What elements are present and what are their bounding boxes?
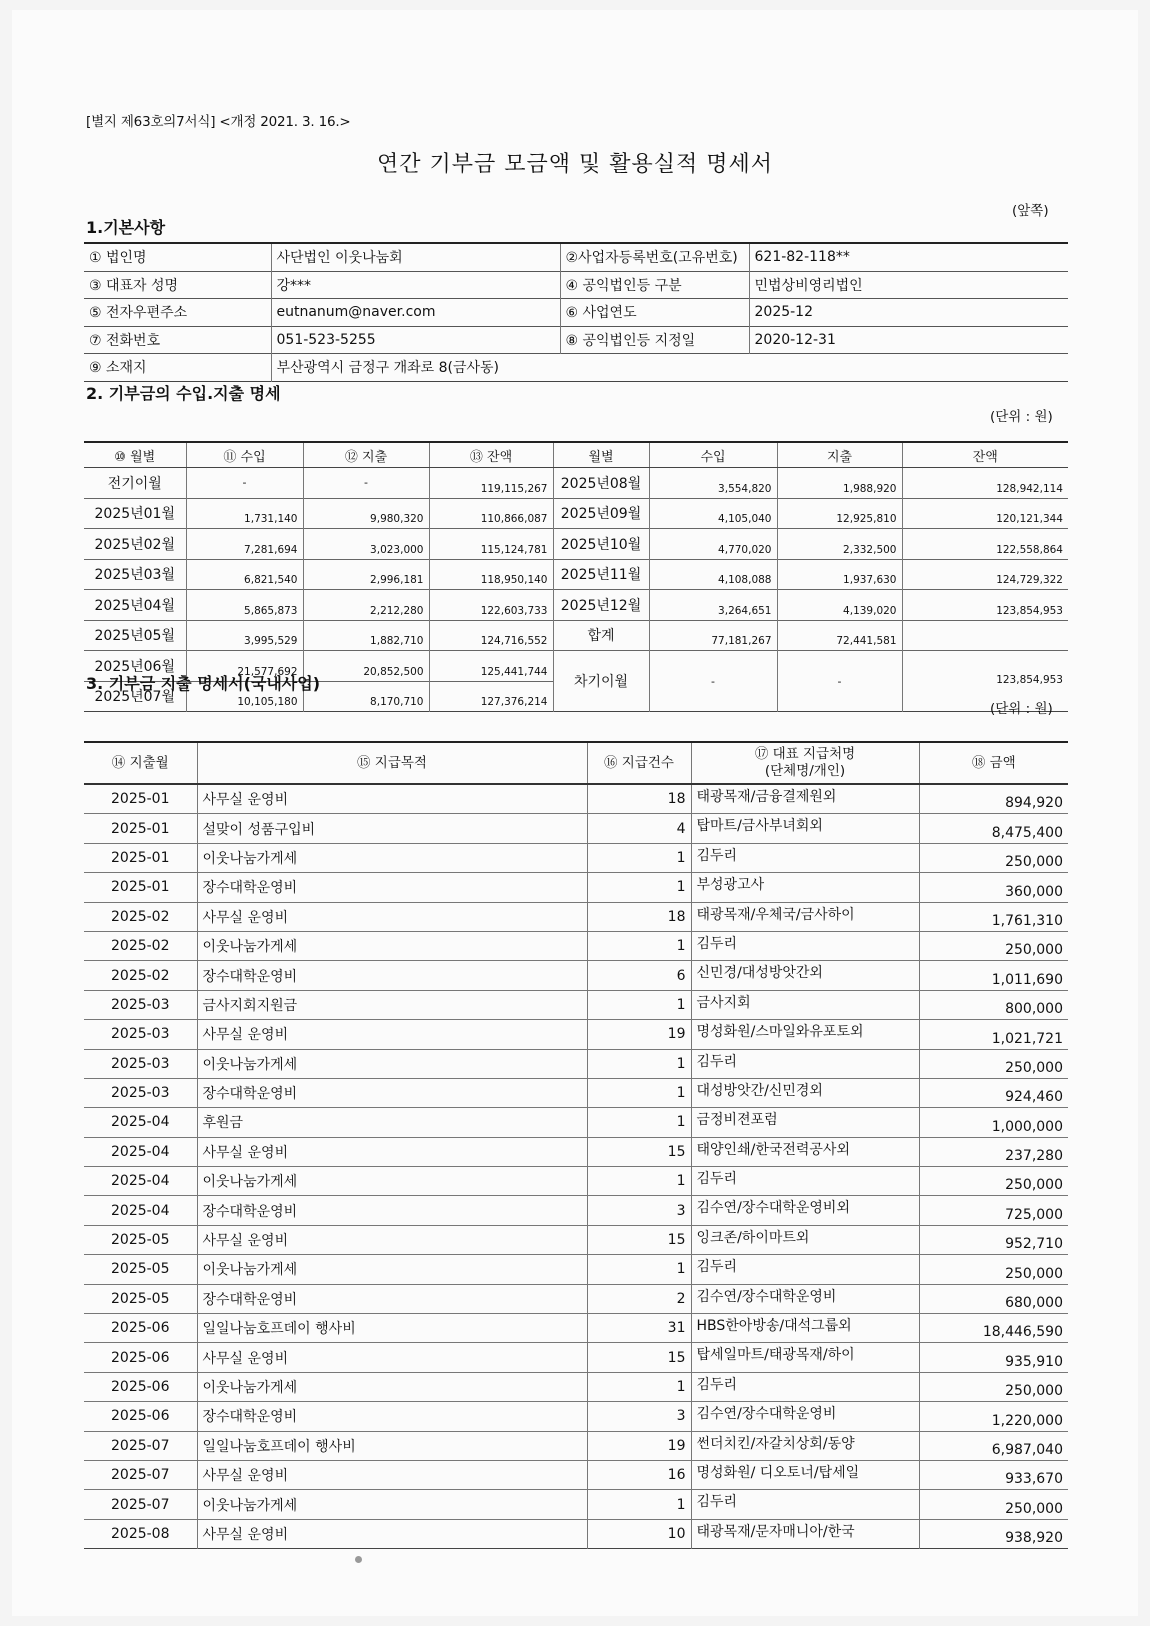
expenditure-row: [84, 1402, 1068, 1431]
expense-payee: 김두리: [691, 1490, 919, 1519]
expense-amount: 250,000: [919, 843, 1068, 872]
expenditure-row: [84, 1372, 1068, 1401]
income-header-7: 잔액: [902, 442, 1068, 468]
field-label: ⑤ 전자우편주소: [84, 299, 271, 327]
expenditure-row: [84, 1314, 1068, 1343]
expense-month: 2025-06: [84, 1314, 197, 1343]
expense-count: 1: [587, 1372, 691, 1401]
expenditure-row: [84, 1137, 1068, 1166]
header-purpose: ⑮ 지급목적: [197, 742, 587, 784]
header-payee: [691, 742, 919, 784]
expense-month: 2025-05: [84, 1225, 197, 1254]
expense-purpose: 일일나눔호프데이 행사비: [197, 1431, 587, 1460]
month-label: 2025년02월: [84, 529, 186, 560]
field-label: ⑥ 사업연도: [560, 299, 749, 327]
expense-amount: 250,000: [919, 1490, 1068, 1519]
balance-value: 122,603,733: [429, 590, 553, 621]
expense-month: 2025-01: [84, 873, 197, 902]
income-row: [84, 590, 1068, 621]
expense-amount: 1,021,721: [919, 1020, 1068, 1049]
expense-month: 2025-07: [84, 1431, 197, 1460]
expense-purpose: 이웃나눔가게세: [197, 931, 587, 960]
month-label: 2025년10월: [553, 529, 649, 560]
expense-count: 19: [587, 1431, 691, 1460]
field-value: 2020-12-31: [749, 326, 1068, 354]
expense-payee: 탑마트/금사부녀회외: [691, 814, 919, 843]
expense-purpose: 장수대학운영비: [197, 961, 587, 990]
month-label: 2025년09월: [553, 498, 649, 529]
month-label: 2025년11월: [553, 559, 649, 590]
expense-payee: 김수연/장수대학운영비: [691, 1402, 919, 1431]
expense-payee: 대성방앗간/신민경외: [691, 1078, 919, 1107]
income-header-5: 수입: [649, 442, 777, 468]
section2-unit: (단위 : 원): [990, 409, 1053, 425]
expense-count: 1: [587, 1255, 691, 1284]
expense-purpose: 이웃나눔가게세: [197, 1255, 587, 1284]
expense-month: 2025-08: [84, 1519, 197, 1548]
expense-month: 2025-03: [84, 1078, 197, 1107]
expense-month: 2025-02: [84, 961, 197, 990]
expense-purpose: 설맞이 성품구입비: [197, 814, 587, 843]
expense-count: 10: [587, 1519, 691, 1548]
carry-forward-expense: -: [777, 651, 902, 712]
expense-payee: 잉크존/하이마트외: [691, 1225, 919, 1254]
expense-value: 1,937,630: [777, 559, 902, 590]
expense-month: 2025-04: [84, 1167, 197, 1196]
expense-value: 12,925,810: [777, 498, 902, 529]
expense-count: 3: [587, 1196, 691, 1225]
balance-value: 110,866,087: [429, 498, 553, 529]
expenditure-row: [84, 1490, 1068, 1519]
expense-payee: 김두리: [691, 1049, 919, 1078]
expense-purpose: 장수대학운영비: [197, 1284, 587, 1313]
expense-purpose: 사무실 운영비: [197, 1137, 587, 1166]
expense-payee: 김수연/장수대학운영비외: [691, 1196, 919, 1225]
expense-payee: 금사지회: [691, 990, 919, 1019]
expense-amount: 938,920: [919, 1519, 1068, 1548]
expense-purpose: 장수대학운영비: [197, 1196, 587, 1225]
income-row: [84, 468, 1068, 499]
expense-month: 2025-07: [84, 1490, 197, 1519]
expenditure-row: [84, 1519, 1068, 1548]
expense-value: -: [303, 468, 429, 499]
expense-payee: 태광목재/금융결제원외: [691, 784, 919, 814]
expense-purpose: 장수대학운영비: [197, 873, 587, 902]
expenditure-row: [84, 1225, 1068, 1254]
field-label: ②사업자등록번호(고유번호): [560, 243, 749, 271]
expense-payee: 부성광고사: [691, 873, 919, 902]
expense-value: 3,023,000: [303, 529, 429, 560]
expense-month: 2025-06: [84, 1402, 197, 1431]
income-header-1: ⑪ 수입: [186, 442, 303, 468]
expense-purpose: 이웃나눔가게세: [197, 1049, 587, 1078]
month-label: 2025년08월: [553, 468, 649, 499]
expense-payee: 탑세일마트/태광목재/하이: [691, 1343, 919, 1372]
income-value: 5,865,873: [186, 590, 303, 621]
expense-amount: 800,000: [919, 990, 1068, 1019]
income-value: 10,105,180: [186, 681, 303, 712]
expense-payee: 김두리: [691, 1167, 919, 1196]
expense-count: 1: [587, 1490, 691, 1519]
expenditure-row: [84, 961, 1068, 990]
expense-amount: 250,000: [919, 1049, 1068, 1078]
balance-value: [902, 620, 1068, 651]
header-payee-line1: ⑰ 대표 지급처명: [754, 746, 856, 762]
expense-count: 16: [587, 1460, 691, 1489]
basic-info-row: [84, 271, 1068, 299]
income-row: [84, 498, 1068, 529]
expense-purpose: 사무실 운영비: [197, 1225, 587, 1254]
expense-count: 31: [587, 1314, 691, 1343]
expense-count: 1: [587, 1078, 691, 1107]
expenditure-row: [84, 1431, 1068, 1460]
expense-amount: 935,910: [919, 1343, 1068, 1372]
expense-month: 2025-02: [84, 902, 197, 931]
expenditure-row: [84, 873, 1068, 902]
section2-heading: 2. 기부금의 수입.지출 명세: [86, 384, 281, 403]
expense-month: 2025-05: [84, 1284, 197, 1313]
expense-payee: 김수연/장수대학운영비: [691, 1284, 919, 1313]
section3-heading: 3. 기부금 지출 명세서(국내사업): [86, 674, 321, 693]
expense-purpose: 사무실 운영비: [197, 902, 587, 931]
expense-count: 19: [587, 1020, 691, 1049]
expenditure-row: [84, 990, 1068, 1019]
expense-purpose: 장수대학운영비: [197, 1402, 587, 1431]
expense-amount: 952,710: [919, 1225, 1068, 1254]
expense-amount: 1,220,000: [919, 1402, 1068, 1431]
expense-month: 2025-01: [84, 843, 197, 872]
income-value: -: [186, 468, 303, 499]
expense-count: 18: [587, 902, 691, 931]
balance-value: 123,854,953: [902, 590, 1068, 621]
income-value: 3,995,529: [186, 620, 303, 651]
expense-payee: 태광목재/우체국/금사하이: [691, 902, 919, 931]
expense-payee: 금정비젼포럼: [691, 1108, 919, 1137]
expense-month: 2025-02: [84, 931, 197, 960]
expense-purpose: 사무실 운영비: [197, 1460, 587, 1489]
month-label: 2025년05월: [84, 620, 186, 651]
balance-value: 119,115,267: [429, 468, 553, 499]
scan-speck: [355, 1556, 362, 1563]
expense-amount: 924,460: [919, 1078, 1068, 1107]
income-value: 4,105,040: [649, 498, 777, 529]
balance-value: 120,121,344: [902, 498, 1068, 529]
expense-count: 1: [587, 931, 691, 960]
month-label: 전기이월: [84, 468, 186, 499]
field-value: 621-82-118**: [749, 243, 1068, 271]
expense-count: 2: [587, 1284, 691, 1313]
expense-month: 2025-06: [84, 1343, 197, 1372]
income-value: 7,281,694: [186, 529, 303, 560]
expenditure-row: [84, 843, 1068, 872]
expense-month: 2025-05: [84, 1255, 197, 1284]
expense-amount: 1,761,310: [919, 902, 1068, 931]
carry-forward-balance: 123,854,953: [902, 651, 1068, 712]
month-label: 2025년03월: [84, 559, 186, 590]
income-value: 3,554,820: [649, 468, 777, 499]
income-value: 4,770,020: [649, 529, 777, 560]
month-label: 2025년04월: [84, 590, 186, 621]
expense-count: 4: [587, 814, 691, 843]
expenditure-row: [84, 1167, 1068, 1196]
expenditure-row: [84, 902, 1068, 931]
field-value: 민법상비영리법인: [749, 271, 1068, 299]
expense-value: 1,882,710: [303, 620, 429, 651]
expenditure-row: [84, 1020, 1068, 1049]
expense-amount: 725,000: [919, 1196, 1068, 1225]
field-label: ① 법인명: [84, 243, 271, 271]
field-value: 2025-12: [749, 299, 1068, 327]
expense-purpose: 사무실 운영비: [197, 784, 587, 814]
expense-count: 15: [587, 1343, 691, 1372]
expense-count: 18: [587, 784, 691, 814]
income-value: 3,264,651: [649, 590, 777, 621]
expense-month: 2025-03: [84, 990, 197, 1019]
expenditure-table: [84, 741, 1068, 1549]
header-count: ⑯ 지급건수: [587, 742, 691, 784]
expense-month: 2025-07: [84, 1460, 197, 1489]
income-header-0: ⑩ 월별: [84, 442, 186, 468]
expense-count: 1: [587, 873, 691, 902]
address-label: ⑨ 소재지: [84, 354, 271, 382]
expenditure-row: [84, 1078, 1068, 1107]
basic-info-table: [84, 242, 1068, 382]
income-value: 6,821,540: [186, 559, 303, 590]
document-title: 연간 기부금 모금액 및 활용실적 명세서: [377, 152, 773, 177]
expense-amount: 250,000: [919, 1372, 1068, 1401]
income-header-2: ⑫ 지출: [303, 442, 429, 468]
expense-value: 20,852,500: [303, 651, 429, 682]
expense-purpose: 이웃나눔가게세: [197, 1372, 587, 1401]
expense-purpose: 후원금: [197, 1108, 587, 1137]
expense-amount: 250,000: [919, 1167, 1068, 1196]
expense-month: 2025-03: [84, 1049, 197, 1078]
balance-value: 124,729,322: [902, 559, 1068, 590]
balance-value: 122,558,864: [902, 529, 1068, 560]
expense-month: 2025-01: [84, 814, 197, 843]
expense-purpose: 사무실 운영비: [197, 1519, 587, 1548]
balance-value: 118,950,140: [429, 559, 553, 590]
month-label: 2025년12월: [553, 590, 649, 621]
field-value: 사단법인 이웃나눔회: [271, 243, 560, 271]
month-label: 합계: [553, 620, 649, 651]
basic-info-row: [84, 243, 1068, 271]
expense-payee: 김두리: [691, 843, 919, 872]
expenditure-row: [84, 814, 1068, 843]
page-side-label: (앞쪽): [1012, 203, 1049, 219]
expense-value: 2,332,500: [777, 529, 902, 560]
field-label: ③ 대표자 성명: [84, 271, 271, 299]
expenditure-row: [84, 1196, 1068, 1225]
section1-heading: 1.기본사항: [86, 218, 166, 237]
expense-count: 3: [587, 1402, 691, 1431]
expense-amount: 250,000: [919, 1255, 1068, 1284]
income-value: 1,731,140: [186, 498, 303, 529]
expense-value: 2,996,181: [303, 559, 429, 590]
expense-month: 2025-03: [84, 1020, 197, 1049]
expense-month: 2025-06: [84, 1372, 197, 1401]
form-number: [별지 제63호의7서식] <개정 2021. 3. 16.>: [86, 114, 351, 130]
month-label: 2025년06월: [84, 651, 186, 682]
basic-info-row: [84, 326, 1068, 354]
balance-value: 128,942,114: [902, 468, 1068, 499]
expense-purpose: 이웃나눔가게세: [197, 843, 587, 872]
carry-forward-label: 차기이월: [553, 651, 649, 712]
expense-value: 8,170,710: [303, 681, 429, 712]
income-header-4: 월별: [553, 442, 649, 468]
expenditure-row: [84, 1255, 1068, 1284]
expense-month: 2025-01: [84, 784, 197, 814]
expense-payee: 썬더치킨/자갈치상회/동양: [691, 1431, 919, 1460]
balance-value: 115,124,781: [429, 529, 553, 560]
expense-amount: 894,920: [919, 784, 1068, 814]
expenditure-row: [84, 1343, 1068, 1372]
expense-count: 1: [587, 1108, 691, 1137]
income-value: 77,181,267: [649, 620, 777, 651]
expense-value: 1,988,920: [777, 468, 902, 499]
income-row: [84, 529, 1068, 560]
expense-payee: 명성화원/스마일와유포토외: [691, 1020, 919, 1049]
expense-payee: 김두리: [691, 1372, 919, 1401]
expenditure-row: [84, 784, 1068, 814]
header-month: ⑭ 지출월: [84, 742, 197, 784]
month-label: 2025년07월: [84, 681, 186, 712]
expenditure-row: [84, 1049, 1068, 1078]
expense-amount: 360,000: [919, 873, 1068, 902]
expense-purpose: 이웃나눔가게세: [197, 1490, 587, 1519]
expense-amount: 1,000,000: [919, 1108, 1068, 1137]
income-value: 4,108,088: [649, 559, 777, 590]
field-value: 051-523-5255: [271, 326, 560, 354]
income-header-6: 지출: [777, 442, 902, 468]
expense-amount: 237,280: [919, 1137, 1068, 1166]
expense-count: 1: [587, 1167, 691, 1196]
field-label: ⑧ 공익법인등 지정일: [560, 326, 749, 354]
expense-payee: HBS한아방송/대석그룹외: [691, 1314, 919, 1343]
income-row: [84, 559, 1068, 590]
expense-count: 6: [587, 961, 691, 990]
expense-payee: 명성화원/ 디오토너/탑세일: [691, 1460, 919, 1489]
expense-amount: 6,987,040: [919, 1431, 1068, 1460]
expenditure-row: [84, 1284, 1068, 1313]
income-value: 21,577,692: [186, 651, 303, 682]
income-header-3: ⑬ 잔액: [429, 442, 553, 468]
expense-payee: 태양인쇄/한국전력공사외: [691, 1137, 919, 1166]
expense-count: 1: [587, 843, 691, 872]
expense-purpose: 장수대학운영비: [197, 1078, 587, 1107]
basic-info-row-address: [84, 354, 1068, 382]
expense-purpose: 사무실 운영비: [197, 1020, 587, 1049]
expense-payee: 태광목재/문자매니아/한국: [691, 1519, 919, 1548]
expense-count: 1: [587, 1049, 691, 1078]
expense-count: 15: [587, 1137, 691, 1166]
expense-month: 2025-04: [84, 1137, 197, 1166]
expense-amount: 1,011,690: [919, 961, 1068, 990]
header-payee-line2: (단체명/개인): [764, 763, 846, 779]
expense-value: 4,139,020: [777, 590, 902, 621]
expense-payee: 신민경/대성방앗간외: [691, 961, 919, 990]
expense-value: 9,980,320: [303, 498, 429, 529]
address-value: 부산광역시 금정구 개좌로 8(금사동): [271, 354, 1068, 382]
expenditure-row: [84, 931, 1068, 960]
expense-purpose: 금사지회지원금: [197, 990, 587, 1019]
carry-forward-income: -: [649, 651, 777, 712]
expense-value: 2,212,280: [303, 590, 429, 621]
expense-count: 15: [587, 1225, 691, 1254]
expense-purpose: 사무실 운영비: [197, 1343, 587, 1372]
expense-month: 2025-04: [84, 1108, 197, 1137]
balance-value: 125,441,744: [429, 651, 553, 682]
header-amount: ⑱ 금액: [919, 742, 1068, 784]
expense-amount: 8,475,400: [919, 814, 1068, 843]
balance-value: 127,376,214: [429, 681, 553, 712]
expenditure-row: [84, 1108, 1068, 1137]
basic-info-row: [84, 299, 1068, 327]
expense-purpose: 이웃나눔가게세: [197, 1167, 587, 1196]
expense-amount: 933,670: [919, 1460, 1068, 1489]
expenditure-row: [84, 1460, 1068, 1489]
expense-purpose: 일일나눔호프데이 행사비: [197, 1314, 587, 1343]
field-label: ④ 공익법인등 구분: [560, 271, 749, 299]
expense-value: 72,441,581: [777, 620, 902, 651]
expense-amount: 680,000: [919, 1284, 1068, 1313]
section3-unit: (단위 : 원): [990, 701, 1053, 717]
expense-amount: 18,446,590: [919, 1314, 1068, 1343]
field-value: eutnanum@naver.com: [271, 299, 560, 327]
expense-month: 2025-04: [84, 1196, 197, 1225]
field-value: 강***: [271, 271, 560, 299]
income-row: [84, 620, 1068, 651]
field-label: ⑦ 전화번호: [84, 326, 271, 354]
balance-value: 124,716,552: [429, 620, 553, 651]
month-label: 2025년01월: [84, 498, 186, 529]
expense-count: 1: [587, 990, 691, 1019]
expense-amount: 250,000: [919, 931, 1068, 960]
expense-payee: 김두리: [691, 931, 919, 960]
expense-payee: 김두리: [691, 1255, 919, 1284]
